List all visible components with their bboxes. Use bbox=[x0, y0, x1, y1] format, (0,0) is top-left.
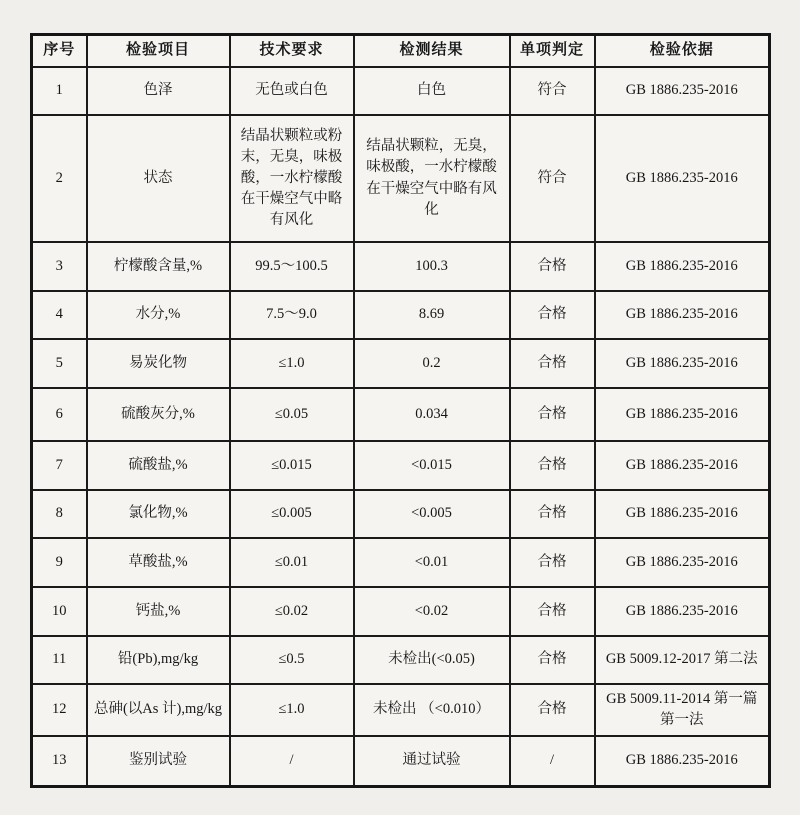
cell-item: 硫酸灰分,% bbox=[87, 388, 230, 441]
cell-result: 100.3 bbox=[354, 242, 510, 291]
cell-judgment: 合格 bbox=[510, 587, 595, 636]
cell-item: 鉴别试验 bbox=[87, 736, 230, 786]
cell-basis: GB 1886.235-2016 bbox=[595, 538, 770, 587]
table-row bbox=[32, 339, 770, 388]
cell-basis: GB 1886.235-2016 bbox=[595, 67, 770, 115]
cell-basis: GB 1886.235-2016 bbox=[595, 388, 770, 441]
cell-no: 4 bbox=[32, 291, 87, 339]
cell-judgment: 符合 bbox=[510, 115, 595, 242]
table-row bbox=[32, 441, 770, 490]
cell-basis: GB 1886.235-2016 bbox=[595, 291, 770, 339]
cell-basis: GB 1886.235-2016 bbox=[595, 490, 770, 538]
cell-req: ≤0.05 bbox=[230, 388, 354, 441]
cell-judgment: 合格 bbox=[510, 339, 595, 388]
cell-judgment: 合格 bbox=[510, 684, 595, 736]
cell-no: 5 bbox=[32, 339, 87, 388]
cell-basis: GB 1886.235-2016 bbox=[595, 115, 770, 242]
cell-basis: GB 5009.12-2017 第二法 bbox=[595, 636, 770, 684]
cell-result: <0.015 bbox=[354, 441, 510, 490]
cell-no: 9 bbox=[32, 538, 87, 587]
column-header-no: 序号 bbox=[32, 35, 87, 68]
cell-req: ≤1.0 bbox=[230, 339, 354, 388]
cell-req: ≤0.01 bbox=[230, 538, 354, 587]
table-row bbox=[32, 684, 770, 736]
cell-item: 钙盐,% bbox=[87, 587, 230, 636]
cell-item: 易炭化物 bbox=[87, 339, 230, 388]
cell-req: ≤0.5 bbox=[230, 636, 354, 684]
table-row bbox=[32, 490, 770, 538]
cell-no: 3 bbox=[32, 242, 87, 291]
table-row bbox=[32, 115, 770, 242]
cell-judgment: 符合 bbox=[510, 67, 595, 115]
table-body bbox=[32, 67, 770, 786]
cell-result: 0.034 bbox=[354, 388, 510, 441]
cell-req: ≤0.015 bbox=[230, 441, 354, 490]
inspection-results-table bbox=[30, 33, 771, 788]
cell-result: 0.2 bbox=[354, 339, 510, 388]
column-header-req: 技术要求 bbox=[230, 35, 354, 68]
table-row bbox=[32, 538, 770, 587]
table-row bbox=[32, 291, 770, 339]
table-row bbox=[32, 736, 770, 786]
cell-item: 色泽 bbox=[87, 67, 230, 115]
cell-no: 8 bbox=[32, 490, 87, 538]
cell-item: 氯化物,% bbox=[87, 490, 230, 538]
cell-judgment: 合格 bbox=[510, 388, 595, 441]
cell-judgment: 合格 bbox=[510, 242, 595, 291]
cell-item: 水分,% bbox=[87, 291, 230, 339]
cell-no: 13 bbox=[32, 736, 87, 786]
cell-result: <0.005 bbox=[354, 490, 510, 538]
cell-judgment: 合格 bbox=[510, 291, 595, 339]
cell-item: 草酸盐,% bbox=[87, 538, 230, 587]
cell-req: ≤1.0 bbox=[230, 684, 354, 736]
cell-basis: GB 1886.235-2016 bbox=[595, 441, 770, 490]
cell-no: 6 bbox=[32, 388, 87, 441]
cell-basis: GB 1886.235-2016 bbox=[595, 736, 770, 786]
table-row bbox=[32, 636, 770, 684]
cell-req: 99.5～100.5 bbox=[230, 242, 354, 291]
cell-basis: GB 1886.235-2016 bbox=[595, 587, 770, 636]
table-row bbox=[32, 242, 770, 291]
cell-req: / bbox=[230, 736, 354, 786]
cell-no: 1 bbox=[32, 67, 87, 115]
cell-req: 无色或白色 bbox=[230, 67, 354, 115]
cell-item: 柠檬酸含量,% bbox=[87, 242, 230, 291]
cell-judgment: 合格 bbox=[510, 538, 595, 587]
cell-no: 2 bbox=[32, 115, 87, 242]
table-header-row bbox=[32, 35, 770, 68]
cell-basis: GB 1886.235-2016 bbox=[595, 339, 770, 388]
cell-no: 12 bbox=[32, 684, 87, 736]
cell-no: 7 bbox=[32, 441, 87, 490]
cell-basis: GB 5009.11-2014 第一篇第一法 bbox=[595, 684, 770, 736]
cell-req: 结晶状颗粒或粉末，无臭，味极酸，一水柠檬酸在干燥空气中略有风化 bbox=[230, 115, 354, 242]
column-header-result: 检测结果 bbox=[354, 35, 510, 68]
cell-basis: GB 1886.235-2016 bbox=[595, 242, 770, 291]
cell-item: 总砷(以As 计),mg/kg bbox=[87, 684, 230, 736]
column-header-item: 检验项目 bbox=[87, 35, 230, 68]
cell-result: <0.01 bbox=[354, 538, 510, 587]
cell-judgment: 合格 bbox=[510, 636, 595, 684]
cell-judgment: 合格 bbox=[510, 490, 595, 538]
column-header-judgment: 单项判定 bbox=[510, 35, 595, 68]
cell-item: 铅(Pb),mg/kg bbox=[87, 636, 230, 684]
cell-result: <0.02 bbox=[354, 587, 510, 636]
cell-judgment: 合格 bbox=[510, 441, 595, 490]
cell-result: 未检出(<0.05) bbox=[354, 636, 510, 684]
cell-req: ≤0.02 bbox=[230, 587, 354, 636]
cell-req: 7.5～9.0 bbox=[230, 291, 354, 339]
cell-no: 10 bbox=[32, 587, 87, 636]
cell-req: ≤0.005 bbox=[230, 490, 354, 538]
cell-no: 11 bbox=[32, 636, 87, 684]
cell-result: 白色 bbox=[354, 67, 510, 115]
column-header-basis: 检验依据 bbox=[595, 35, 770, 68]
table-row bbox=[32, 388, 770, 441]
table-row bbox=[32, 67, 770, 115]
cell-result: 结晶状颗粒，无臭，味极酸，一水柠檬酸在干燥空气中略有风化 bbox=[354, 115, 510, 242]
cell-judgment: / bbox=[510, 736, 595, 786]
cell-item: 硫酸盐,% bbox=[87, 441, 230, 490]
cell-result: 未检出 （<0.010） bbox=[354, 684, 510, 736]
cell-result: 8.69 bbox=[354, 291, 510, 339]
cell-item: 状态 bbox=[87, 115, 230, 242]
table-row bbox=[32, 587, 770, 636]
cell-result: 通过试验 bbox=[354, 736, 510, 786]
